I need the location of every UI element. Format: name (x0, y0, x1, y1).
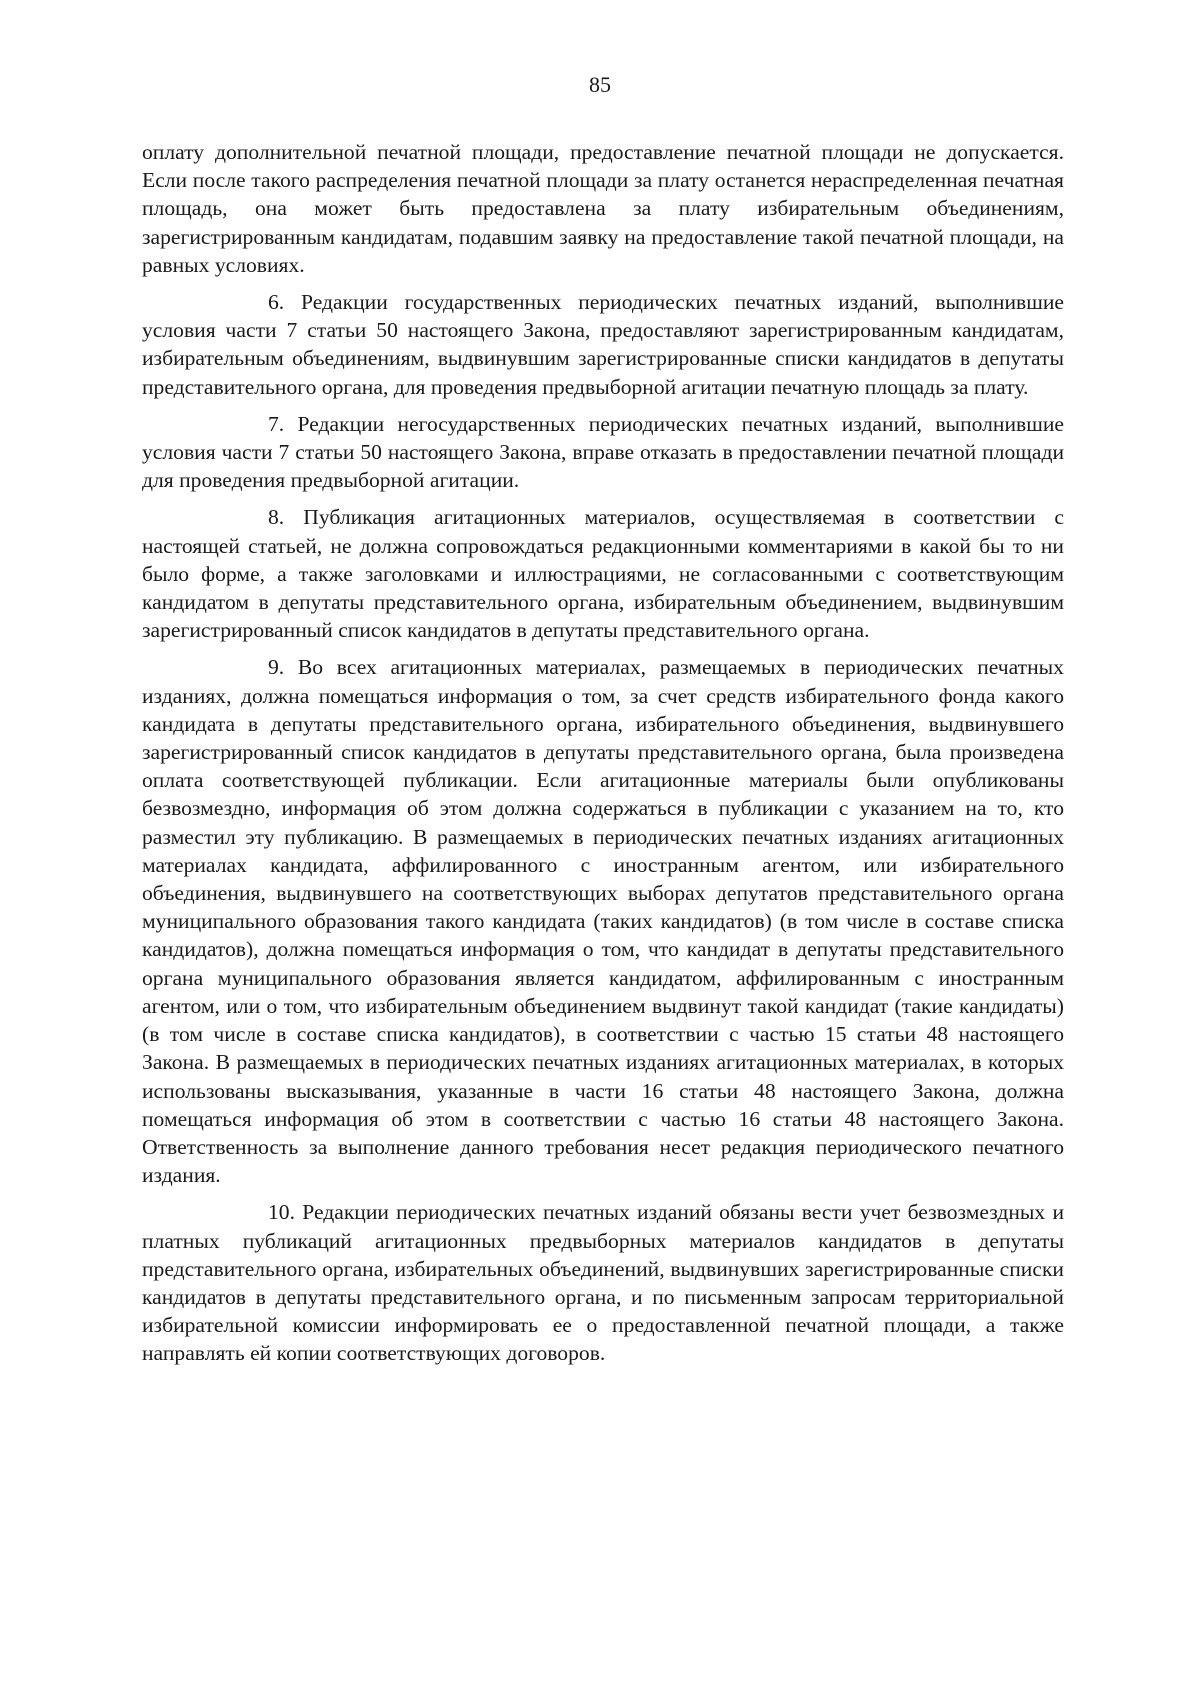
paragraph-text: Во всех агитационных материалах, размещаемых в периодических печатных изданиях, должна помещаться информация о том, за счет средств избирательного фонда какого кандидата в депутаты представительного органа, избирательного объединения, выдвинувшего зарегистрированный список кандидатов в депутаты представительного органа, была произведена оплата соответствующей публикации. Если агитационные материалы были опубликованы безвозмездно, информация об этом должна содержаться в публикации с указанием на то, кто разместил эту публикацию. В размещаемых в периодических печатных изданиях агитационных материалах кандидата, аффилированного с иностранным агентом, или избирательного объединения, выдвинувшего на соответствующих выборах депутатов представительного органа муниципального образования такого кандидата (таких кандидатов) (в том числе в составе списка кандидатов), должна помещаться информация о том, что кандидат в депутаты представительного органа муниципального образования является кандидатом, аффилированным с иностранным агентом, или о том, что избирательным объединением выдвинут такой кандидат (такие кандидаты) (в том числе в составе списка кандидатов), в соответствии с частью 15 статьи 48 настоящего Закона. В размещаемых в периодических печатных изданиях агитационных материалах, в которых использованы высказывания, указанные в части 16 статьи 48 настоящего Закона, должна помещаться информация об этом в соответствии с частью 16 статьи 48 настоящего Закона. Ответственность за выполнение данного требования несет редакция периодического печатного издания. (142, 655, 1064, 1188)
paragraph-9 (142, 653, 1064, 1189)
paragraph-text: Редакции государственных периодических печатных изданий, выполнившие условия части 7 статьи 50 настоящего Закона, предоставляют зарегистрированным кандидатам, избирательным объединениям, выдвинувшим зарегистрированные списки кандидатов в депутаты представительного органа, для проведения предвыборной агитации печатную площадь за плату. (142, 290, 1064, 399)
paragraph-number: 6. (268, 290, 285, 315)
paragraph-10 (142, 1198, 1064, 1367)
paragraph-text: Публикация агитационных материалов, осуществляемая в соответствии с настоящей статьей, не должна сопровождаться редакционными комментариями в какой бы то ни было форме, а также заголовками и иллюстрациями, не согласованными с соответствующим кандидатом в депутаты представительного органа, избирательным объединением, выдвинувшим зарегистрированный список кандидатов в депутаты представительного органа. (142, 505, 1064, 643)
paragraph-number: 10. (268, 1200, 295, 1225)
paragraph-text: Редакции периодических печатных изданий обязаны вести учет безвозмездных и платных публикаций агитационных предвыборных материалов кандидатов в депутаты представительного органа, избирательных объединений, выдвинувших зарегистрированные списки кандидатов в депутаты представительного органа, и по письменным запросам территориальной избирательной комиссии информировать ее о предоставленной печатной площади, а также направлять ей копии соответствующих договоров. (142, 1200, 1064, 1366)
paragraph-text: Редакции негосударственных периодических печатных изданий, выполнившие условия части 7 статьи 50 настоящего Закона, вправе отказать в предоставлении печатной площади для проведения предвыборной агитации. (142, 411, 1064, 493)
paragraph-6 (142, 288, 1064, 401)
paragraph-8 (142, 503, 1064, 644)
paragraph-text: оплату дополнительной печатной площади, предоставление печатной площади не допускается. Если после такого распределения печатной площади за плату останется нераспределенная печатная площадь, она может быть предоставлена за плату избирательным объединениям, зарегистрированным кандидатам, подавшим заявку на предоставление такой печатной площади, на равных условиях. (142, 140, 1064, 277)
document-body (142, 138, 1064, 1377)
paragraph-number: 8. (268, 505, 285, 530)
paragraph-continuation (142, 138, 1064, 279)
paragraph-number: 7. (268, 411, 285, 436)
paragraph-number: 9. (268, 655, 285, 680)
page-number: 85 (589, 72, 611, 97)
paragraph-7 (142, 410, 1064, 495)
